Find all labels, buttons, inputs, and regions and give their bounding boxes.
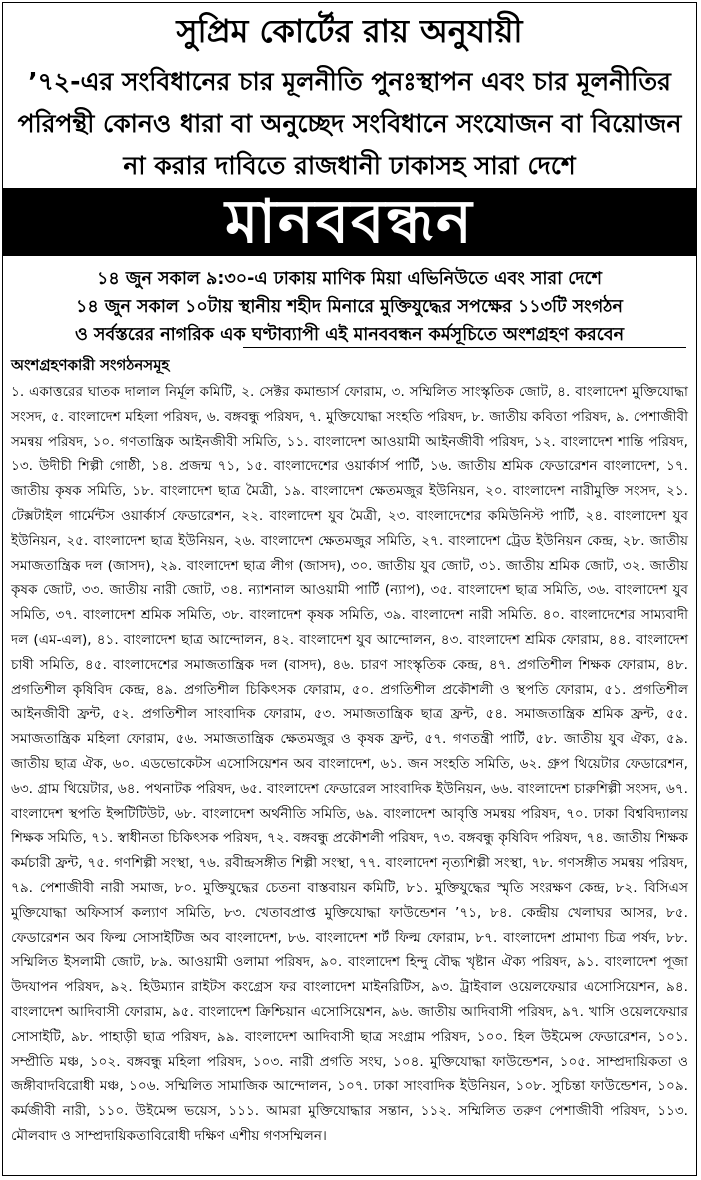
headline-demand: ’৭২-এর সংবিধানের চার মূলনীতি পুনঃস্থাপন এবং চার মূলনীতির পরিপন্থী কোনও ধারা বা অনুচ্ছেদ সংবিধানে সংযোজন বা বিয়োজন না করার দাবিতে রাজধানী ঢাকাসহ সারা দেশে xyxy=(17,67,682,180)
event-line-3: ও সর্বস্তরের নাগরিক এক ঘণ্টাব্যাপী এই মানববন্ধন কর্মসূচিতে অংশগ্রহণ করবেন xyxy=(74,325,625,345)
event-details xyxy=(13,265,686,349)
organizations-list: ১. একাত্তরের ঘাতক দালাল নির্মূল কমিটি, ২. সেক্টর কমান্ডার্স ফোরাম, ৩. সম্মিলিত সাংস্কৃতিক জোট, ৪. বাংলাদেশ মুক্তিযোদ্ধা সংসদ, ৫. বাংলাদেশ মহিলা পরিষদ, ৬. বঙ্গবন্ধু পরিষদ, ৭. মুক্তিযোদ্ধা সংহতি পরিষদ, ৮. জাতীয় কবিতা পরিষদ, ৯. পেশাজীবী সমন্বয় পরিষদ, ১০. গণতান্ত্রিক আইনজীবী সমিতি, ১১. বাংলাদেশ আওয়ামী আইনজীবী পরিষদ, ১২. বাংলাদেশ শান্তি পরিষদ, ১৩. উদীচী শিল্পী গোষ্ঠী, ১৪. প্রজন্ম ৭১, ১৫. বাংলাদেশের ওয়ার্কার্স পার্টি, ১৬. জাতীয় শ্রমিক ফেডারেশন বাংলাদেশ, ১৭. জাতীয় কৃষক সমিতি, ১৮. বাংলাদেশ ছাত্র মৈত্রী, ১৯. বাংলাদেশ ক্ষেতমজুর ইউনিয়ন, ২০. বাংলাদেশ নারীমুক্তি সংসদ, ২১. টেক্সটাইল গার্মেন্টস ওয়ার্কার্স ফেডারেশন, ২২. বাংলাদেশ যুব মৈত্রী, ২৩. বাংলাদেশের কমিউনিস্ট পার্টি, ২৪. বাংলাদেশ যুব ইউনিয়ন, ২৫. বাংলাদেশ ছাত্র ইউনিয়ন, ২৬. বাংলাদেশ ক্ষেতমজুর সমিতি, ২৭. বাংলাদেশ ট্রেড ইউনিয়ন কেন্দ্র, ২৮. জাতীয় সমাজতান্ত্রিক দল (জাসদ), ২৯. বাংলাদেশ ছাত্র লীগ (জাসদ), ৩০. জাতীয় যুব জোট, ৩১. জাতীয় শ্রমিক জোট, ৩২. জাতীয় কৃষক জোট, ৩৩. জাতীয় নারী জোট, ৩৪. ন্যাশনাল আওয়ামী পার্টি (ন্যাপ), ৩৫. বাংলাদেশ ছাত্র সমিতি, ৩৬. বাংলাদেশ যুব সমিতি, ৩৭. বাংলাদেশ শ্রমিক সমিতি, ৩৮. বাংলাদেশ কৃষক সমিতি, ৩৯. বাংলাদেশ নারী সমিতি. ৪০. বাংলাদেশের সাম্যবাদী দল (এম-এল), ৪১. বাংলাদেশ ছাত্র আন্দোলন, ৪২. বাংলাদেশ যুব আন্দোলন, ৪৩. বাংলাদেশ শ্রমিক ফোরাম, ৪৪. বাংলাদেশ চাষী সমিতি, ৪৫. বাংলাদেশের সমাজতান্ত্রিক দল (বাসদ), ৪৬. চারণ সাংস্কৃতিক কেন্দ্র, ৪৭. প্রগতিশীল শিক্ষক ফোরাম, ৪৮. প্রগতিশীল কৃষিবিদ কেন্দ্র, ৪৯. প্রগতিশীল চিকিৎসক ফোরাম, ৫০. প্রগতিশীল প্রকৌশলী ও স্থপতি ফোরাম, ৫১. প্রগতিশীল আইনজীবী ফ্রন্ট, ৫২. প্রগতিশীল সাংবাদিক ফোরাম, ৫৩. সমাজতান্ত্রিক ছাত্র ফ্রন্ট, ৫৪. সমাজতান্ত্রিক শ্রমিক ফ্রন্ট, ৫৫. সমাজতান্ত্রিক মহিলা ফোরাম, ৫৬. সমাজতান্ত্রিক ক্ষেতমজুর ও কৃষক ফ্রন্ট, ৫৭. গণতন্ত্রী পার্টি, ৫৮. জাতীয় যুব ঐক্য, ৫৯. জাতীয় ছাত্র ঐক, ৬০. এডভোকেটস এসোসিয়েশন অব বাংলাদেশ, ৬১. জন সংহতি সমিতি, ৬২. গ্রুপ থিয়েটার ফেডারেশন, ৬৩. গ্রাম থিয়েটার, ৬৪. পথনাটক পরিষদ, ৬৫. বাংলাদেশ ফেডারেল সাংবাদিক ইউনিয়ন, ৬৬. বাংলাদেশ চারুশিল্পী সংসদ, ৬৭. বাংলাদেশ স্থপতি ইন্সটিটিউট, ৬৮. বাংলাদেশ অর্থনীতি সমিতি, ৬৯. বাংলাদেশ আবৃত্তি সমন্বয় পরিষদ, ৭০. ঢাকা বিশ্ববিদ্যালয় শিক্ষক সমিতি, ৭১. স্বাধীনতা চিকিৎসক পরিষদ, ৭২. বঙ্গবন্ধু প্রকৌশলী পরিষদ, ৭৩. বঙ্গবন্ধু কৃষিবিদ পরিষদ, ৭৪. জাতীয় শিক্ষক কর্মচারী ফ্রন্ট, ৭৫. গণশিল্পী সংস্থা, ৭৬. রবীন্দ্রসঙ্গীত শিল্পী সংস্থা, ৭৭. বাংলাদেশ নৃত্যশিল্পী সংস্থা, ৭৮. গণসঙ্গীত সমন্বয় পরিষদ, ৭৯. পেশাজীবী নারী সমাজ, ৮০. মুক্তিযুদ্ধের চেতনা বাস্তবায়ন কমিটি, ৮১. মুক্তিযুদ্ধের স্মৃতি সংরক্ষণ কেন্দ্র, ৮২. বিসিএস মুক্তিযোদ্ধা অফিসার্স কল্যাণ সমিতি, ৮৩. খেতাবপ্রাপ্ত মুক্তিযোদ্ধা ফাউন্ডেশন ’৭১, ৮৪. কেন্দ্রীয় খেলাঘর আসর, ৮৫. ফেডারেশন অব ফিল্ম সোসাইটিজ অব বাংলাদেশ, ৮৬. বাংলাদেশ শর্ট ফিল্ম ফোরাম, ৮৭. বাংলাদেশ প্রামাণ্য চিত্র পর্ষদ, ৮৮. সম্মিলিত ইসলামী জোট, ৮৯. আওয়ামী ওলামা পরিষদ, ৯০. বাংলাদেশ হিন্দু বৌদ্ধ খৃষ্টান ঐক্য পরিষদ, ৯১. বাংলাদেশ পূজা উদযাপন পরিষদ, ৯২. হিউম্যান রাইটস কংগ্রেস ফর বাংলাদেশ মাইনরিটিস, ৯৩. ট্রাইবাল ওয়েলফেয়ার এসোসিয়েশন, ৯৪. বাংলাদেশ আদিবাসী ফোরাম, ৯৫. বাংলাদেশ ক্রিশ্চিয়ান এসোসিয়েশন, ৯৬. জাতীয় আদিবাসী পরিষদ, ৯৭. খাসি ওয়েলফেয়ার সোসাইটি, ৯৮. পাহাড়ী ছাত্র পরিষদ, ৯৯. বাংলাদেশ আদিবাসী ছাত্র সংগ্রাম পরিষদ, ১০০. হিল উইমেন্স ফেডারেশন, ১০১. সম্প্রীতি মঞ্চ, ১০২. বঙ্গবন্ধু মহিলা পরিষদ, ১০৩. নারী প্রগতি সংঘ, ১০৪. মুক্তিযোদ্ধা ফাউন্ডেশন, ১০৫. সাম্প্রদায়িকতা ও জঙ্গীবাদবিরোধী মঞ্চ, ১০৬. সম্মিলিত সামাজিক আন্দোলন, ১০৭. ঢাকা সাংবাদিক ইউনিয়ন, ১০৮. সুচিন্তা ফাউন্ডেশন, ১০৯. কর্মজীবী নারী, ১১০. উইমেন্স ভয়েস, ১১১. আমরা মুক্তিযোদ্ধার সন্তান, ১১২. সম্মিলিত তরুণ পেশাজীবী পরিষদ, ১১৩. মৌলবাদ ও সাম্প্রদায়িকতাবিরোধী দক্ষিণ এশীয় গণসম্মিলন। xyxy=(11,384,688,1144)
event-line-2: ১৪ জুন সকাল ১০টায় স্থানীয় শহীদ মিনারে মুক্তিযুদ্ধের সপক্ষের ১১৩টি সংগঠন xyxy=(76,297,623,317)
advertisement-frame xyxy=(2,2,697,1176)
divider-line xyxy=(243,347,686,348)
banner-humanchain: মানববন্ধন xyxy=(3,188,696,256)
headline-title: সুপ্রিম কোর্টের রায় অনুযায়ী xyxy=(176,12,523,50)
event-line-1: ১৪ জুন সকাল ৯:৩০-এ ঢাকায় মাণিক মিয়া এভিনিউতে এবং সারা দেশে xyxy=(97,269,602,289)
organizations-label: অংশগ্রহণকারী সংগঠনসমূহ xyxy=(11,356,170,374)
